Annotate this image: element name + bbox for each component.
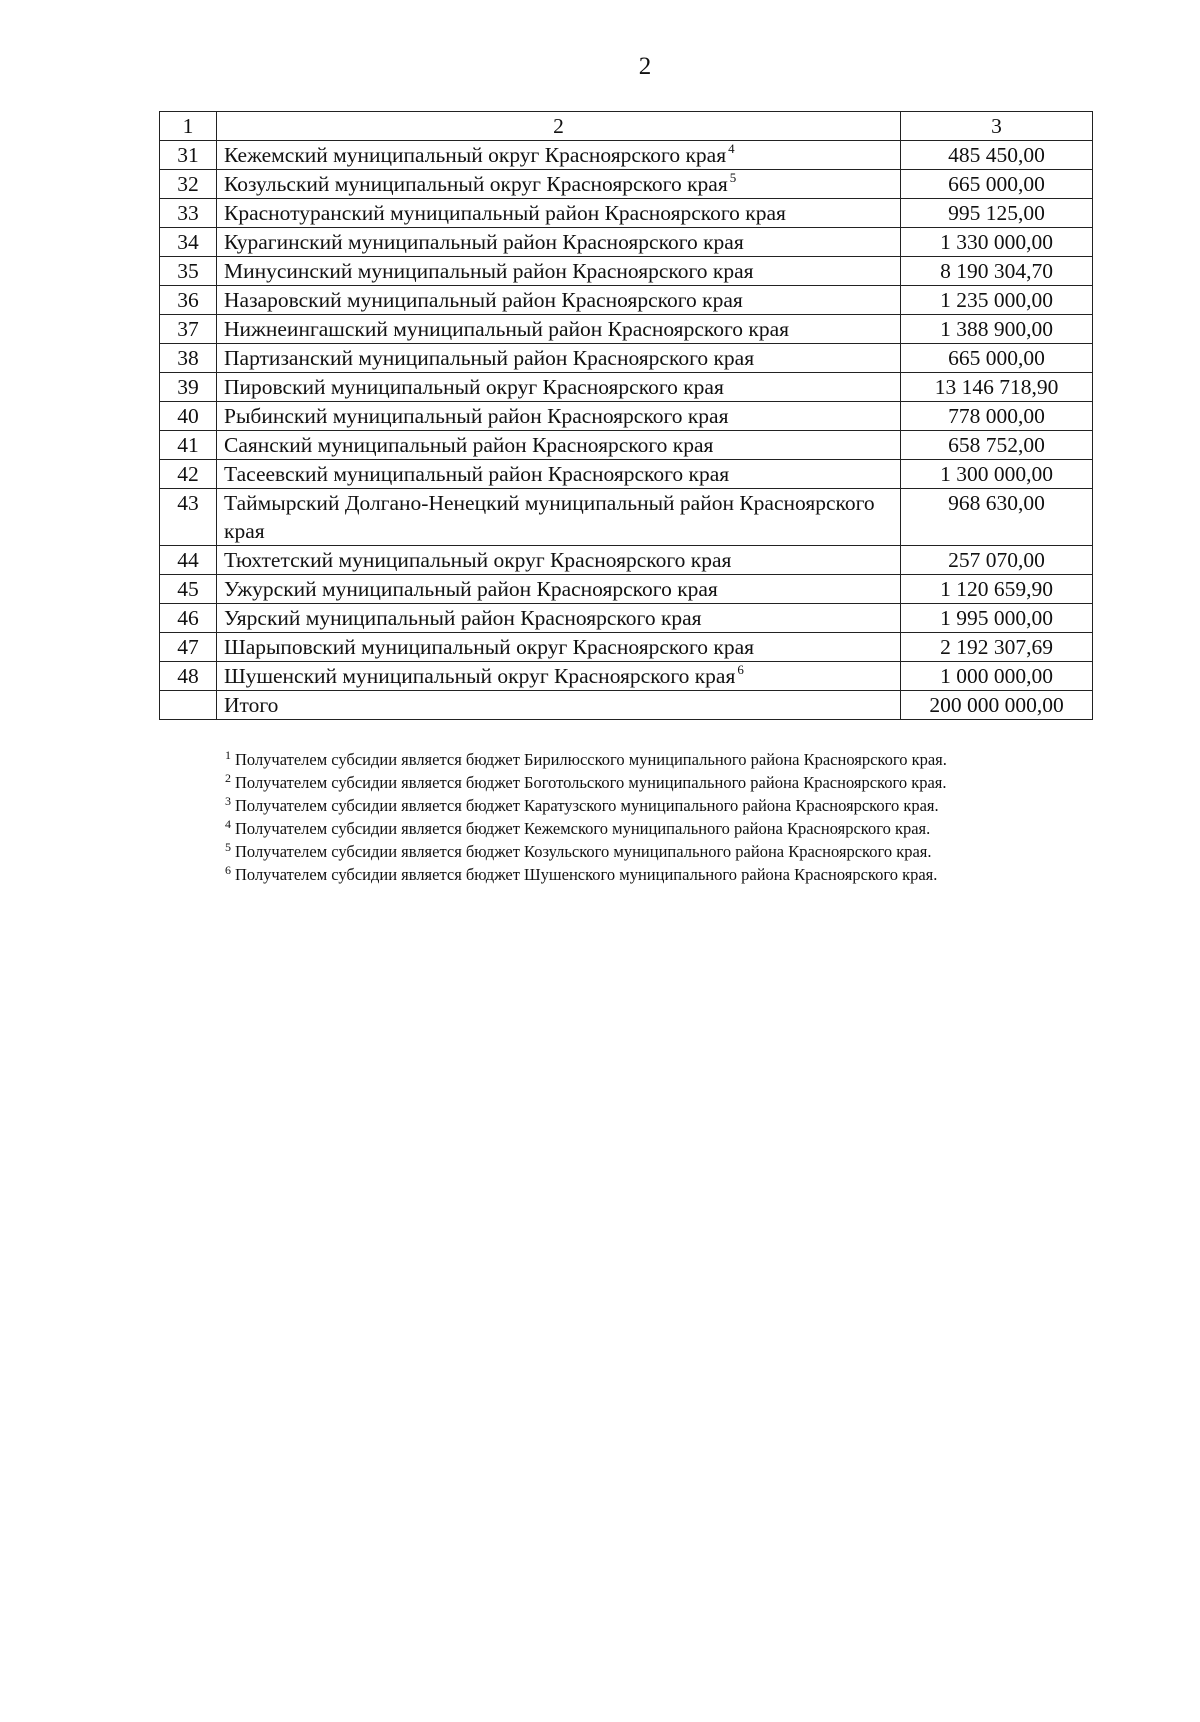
total-row <box>160 691 1093 720</box>
municipality-name-text: Пировский муниципальный округ Красноярского края <box>224 375 724 399</box>
footnote <box>225 840 1145 863</box>
table-row <box>160 373 1093 402</box>
footnote-text: Получателем субсидии является бюджет Козульского муниципального района Красноярского края. <box>235 842 932 861</box>
municipality-name-text: Тасеевский муниципальный район Красноярского края <box>224 462 730 486</box>
table-row <box>160 633 1093 662</box>
municipality-name <box>217 460 901 489</box>
footnote-text: Получателем субсидии является бюджет Кежемского муниципального района Красноярского края. <box>235 819 931 838</box>
subsidy-amount: 1 330 000,00 <box>901 228 1093 257</box>
table-row <box>160 286 1093 315</box>
row-number: 43 <box>160 489 217 546</box>
subsidy-table-body <box>160 112 1093 720</box>
row-number: 46 <box>160 604 217 633</box>
footnote-text: Получателем субсидии является бюджет Шушенского муниципального района Красноярского края. <box>235 865 938 884</box>
row-number: 31 <box>160 141 217 170</box>
subsidy-amount: 1 235 000,00 <box>901 286 1093 315</box>
row-number: 38 <box>160 344 217 373</box>
footnote-text: Получателем субсидии является бюджет Боготольского муниципального района Красноярского края. <box>235 773 947 792</box>
row-number: 33 <box>160 199 217 228</box>
table-row <box>160 199 1093 228</box>
municipality-name-text: Кежемский муниципальный округ Красноярского края <box>224 143 727 167</box>
table-row <box>160 489 1093 546</box>
table-row <box>160 141 1093 170</box>
municipality-name-text: Краснотуранский муниципальный район Красноярского края <box>224 201 786 225</box>
subsidy-amount: 1 995 000,00 <box>901 604 1093 633</box>
footnote <box>225 794 1145 817</box>
table-row <box>160 228 1093 257</box>
municipality-name <box>217 575 901 604</box>
row-number: 41 <box>160 431 217 460</box>
table-row <box>160 315 1093 344</box>
municipality-name-text: Назаровский муниципальный район Красноярского края <box>224 288 743 312</box>
table-row <box>160 604 1093 633</box>
table-header-row <box>160 112 1093 141</box>
subsidy-amount: 995 125,00 <box>901 199 1093 228</box>
municipality-name-text: Тюхтетский муниципальный округ Красноярского края <box>224 548 732 572</box>
row-number: 48 <box>160 662 217 691</box>
table-row <box>160 402 1093 431</box>
row-number: 36 <box>160 286 217 315</box>
footnote-mark: 1 <box>225 748 231 762</box>
municipality-name-text: Партизанский муниципальный район Красноярского края <box>224 346 755 370</box>
municipality-name-text: Уярский муниципальный район Красноярского края <box>224 606 702 630</box>
subsidy-table <box>159 111 1093 720</box>
footnotes <box>225 748 1145 886</box>
subsidy-amount: 665 000,00 <box>901 170 1093 199</box>
municipality-name <box>217 431 901 460</box>
subsidy-amount: 257 070,00 <box>901 546 1093 575</box>
table-row <box>160 575 1093 604</box>
footnote <box>225 817 1145 840</box>
table-row <box>160 431 1093 460</box>
municipality-name-text: Минусинский муниципальный район Красноярского края <box>224 259 754 283</box>
footnote-mark: 2 <box>225 771 231 785</box>
subsidy-amount: 778 000,00 <box>901 402 1093 431</box>
row-number: 37 <box>160 315 217 344</box>
municipality-name <box>217 199 901 228</box>
municipality-name <box>217 315 901 344</box>
subsidy-amount: 1 120 659,90 <box>901 575 1093 604</box>
header-cell-3: 3 <box>901 112 1093 141</box>
row-number: 32 <box>160 170 217 199</box>
municipality-name <box>217 344 901 373</box>
subsidy-amount: 1 388 900,00 <box>901 315 1093 344</box>
row-number: 45 <box>160 575 217 604</box>
municipality-name-text: Ужурский муниципальный район Красноярского края <box>224 577 718 601</box>
municipality-name-text: Козульский муниципальный округ Красноярского края <box>224 172 728 196</box>
municipality-name-text: Нижнеингашский муниципальный район Красноярского края <box>224 317 789 341</box>
footnote-mark: 6 <box>225 863 231 877</box>
row-number: 39 <box>160 373 217 402</box>
row-number: 35 <box>160 257 217 286</box>
municipality-name <box>217 286 901 315</box>
municipality-name <box>217 633 901 662</box>
subsidy-amount: 665 000,00 <box>901 344 1093 373</box>
municipality-name-text: Шарыповский муниципальный округ Красноярского края <box>224 635 755 659</box>
footnote-reference: 5 <box>729 170 737 185</box>
footnote-mark: 3 <box>225 794 231 808</box>
municipality-name <box>217 489 901 546</box>
footnote <box>225 771 1145 794</box>
footnote-text: Получателем субсидии является бюджет Бирилюсского муниципального района Красноярского края. <box>235 750 947 769</box>
municipality-name-text: Саянский муниципальный район Красноярского края <box>224 433 714 457</box>
total-number <box>160 691 217 720</box>
total-amount: 200 000 000,00 <box>901 691 1093 720</box>
municipality-name <box>217 141 901 170</box>
footnote <box>225 863 1145 886</box>
municipality-name <box>217 402 901 431</box>
table-row <box>160 257 1093 286</box>
footnote-reference: 4 <box>728 141 735 156</box>
table-row <box>160 460 1093 489</box>
total-label: Итого <box>217 691 901 720</box>
footnote-mark: 4 <box>225 817 231 831</box>
subsidy-amount: 485 450,00 <box>901 141 1093 170</box>
municipality-name <box>217 546 901 575</box>
footnote-reference: 6 <box>737 662 744 677</box>
row-number: 44 <box>160 546 217 575</box>
row-number: 42 <box>160 460 217 489</box>
subsidy-amount: 968 630,00 <box>901 489 1093 546</box>
subsidy-amount: 13 146 718,90 <box>901 373 1093 402</box>
footnote <box>225 748 1145 771</box>
row-number: 34 <box>160 228 217 257</box>
municipality-name <box>217 662 901 691</box>
header-cell-1: 1 <box>160 112 217 141</box>
subsidy-amount: 2 192 307,69 <box>901 633 1093 662</box>
subsidy-amount: 8 190 304,70 <box>901 257 1093 286</box>
header-cell-2: 2 <box>217 112 901 141</box>
table-row <box>160 662 1093 691</box>
municipality-name-text: Курагинский муниципальный район Красноярского края <box>224 230 744 254</box>
table-row <box>160 344 1093 373</box>
municipality-name-text: Рыбинский муниципальный район Красноярского края <box>224 404 729 428</box>
subsidy-amount: 658 752,00 <box>901 431 1093 460</box>
municipality-name <box>217 604 901 633</box>
subsidy-amount: 1 300 000,00 <box>901 460 1093 489</box>
row-number: 40 <box>160 402 217 431</box>
municipality-name <box>217 373 901 402</box>
page-number: 2 <box>638 53 652 80</box>
footnote-text: Получателем субсидии является бюджет Каратузского муниципального района Красноярского края. <box>235 796 939 815</box>
subsidy-amount: 1 000 000,00 <box>901 662 1093 691</box>
municipality-name <box>217 170 901 199</box>
footnote-mark: 5 <box>225 840 231 854</box>
municipality-name-text: Шушенский муниципальный округ Красноярского края <box>224 664 736 688</box>
table-row <box>160 546 1093 575</box>
municipality-name <box>217 228 901 257</box>
row-number: 47 <box>160 633 217 662</box>
municipality-name <box>217 257 901 286</box>
municipality-name-text: Таймырский Долгано-Ненецкий муниципальный район Красноярского края <box>224 491 875 543</box>
table-row <box>160 170 1093 199</box>
